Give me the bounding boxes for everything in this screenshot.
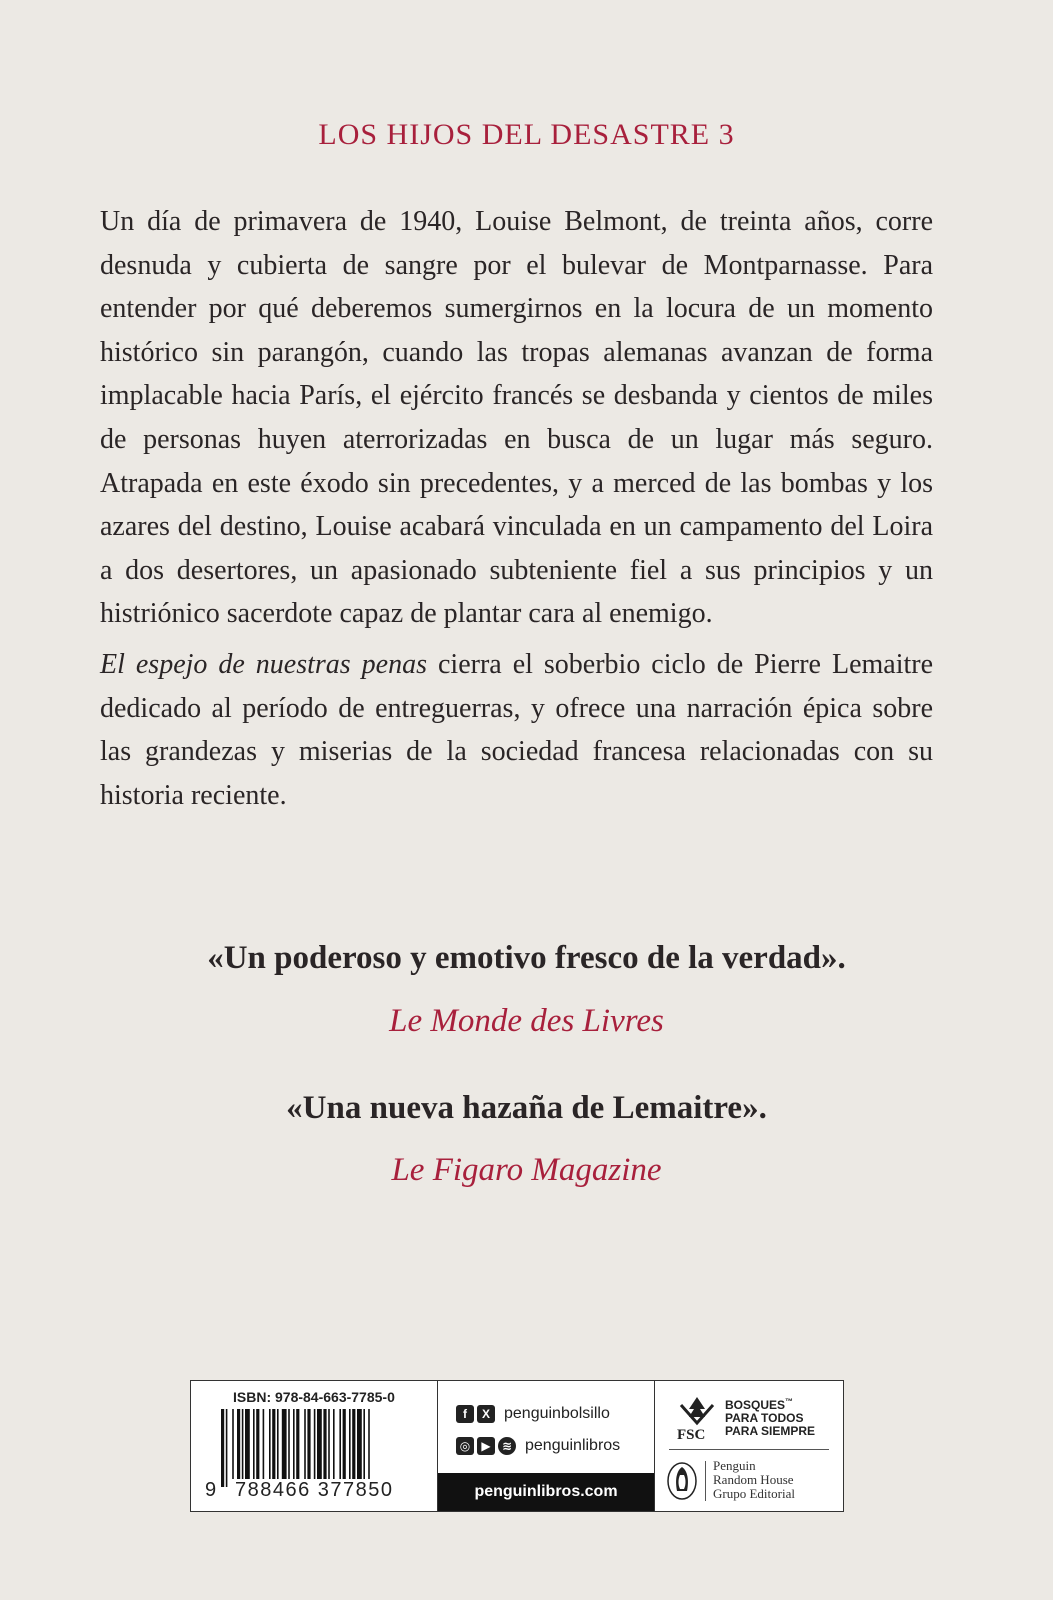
barcode-bar	[245, 1409, 250, 1487]
barcode-bar	[296, 1409, 299, 1487]
barcode-bar	[242, 1409, 244, 1487]
facebook-icon[interactable]: f	[456, 1405, 474, 1423]
barcode-bar	[226, 1409, 228, 1487]
barcode-bar	[317, 1409, 322, 1487]
publisher-line-2: Random House	[713, 1472, 794, 1487]
publisher-name	[713, 1459, 795, 1501]
isbn-label: ISBN: 978-84-663-7785-0	[233, 1389, 395, 1405]
barcode-bar	[263, 1409, 265, 1487]
review-quote-2: «Una nueva hazaña de Lemaitre».	[286, 1090, 767, 1126]
book-title-italic: El espejo de nuestras penas	[100, 648, 428, 680]
barcode-bar	[288, 1409, 290, 1487]
barcode-bar	[333, 1409, 335, 1487]
barcode-bar	[307, 1409, 310, 1487]
barcode-bar	[343, 1409, 346, 1487]
instagram-icon[interactable]: ◎	[456, 1437, 474, 1455]
barcode-bar	[339, 1409, 341, 1487]
back-cover-blurb	[100, 200, 933, 817]
barcode-image	[221, 1409, 421, 1487]
barcode-bar	[363, 1409, 365, 1487]
barcode-bar	[277, 1409, 279, 1487]
blurb-paragraph-1: Un día de primavera de 1940, Louise Belmont, de treinta años, corre desnuda y cubierta de sangre por el bulevar de Montparnasse. Para entender por qué deberemos sumergirnos en la locura de un momento histórico sin parangón, cuando las tropas alemanas avanzan de forma implacable hacia París, el ejército francés se desbanda y cientos de miles de personas huyen aterrorizadas en busca de un lugar más seguro. Atrapada en este éxodo sin precedentes, y a merced de las bombas y los azares del destino, Louise acabará vinculada en un campamento del Loira a dos desertores, un apasionado subteniente fiel a sus principios y un histriónico sacerdote capaz de plantar cara al enemigo.	[100, 206, 933, 630]
barcode-bar	[269, 1409, 271, 1487]
penguin-logo-icon	[665, 1461, 699, 1501]
barcode-panel	[191, 1381, 438, 1511]
x-icon[interactable]: X	[477, 1405, 495, 1423]
social-row-1	[456, 1405, 610, 1423]
fsc-label: FSC	[677, 1427, 706, 1443]
barcode-bar	[314, 1409, 316, 1487]
barcode-bar	[256, 1409, 259, 1487]
barcode-bar	[232, 1409, 234, 1487]
barcode-digits: 788466 377850	[231, 1479, 435, 1502]
publisher-line-3: Grupo Editorial	[713, 1486, 795, 1501]
review-quote-1: «Un poderoso y emotivo fresco de la verdad».	[207, 940, 846, 976]
barcode-bar	[352, 1409, 355, 1487]
blurb-paragraph-2-text: cierra el soberbio ciclo de Pierre Lemaitre dedicado al período de entreguerras, y ofrece una narración épica sobre las grandezas y miserias de la sociedad francesa relacionadas con su historia reciente.	[100, 648, 934, 811]
youtube-icon[interactable]: ▶	[477, 1437, 495, 1455]
bosques-line-3: PARA SIEMPRE	[725, 1424, 816, 1438]
barcode-bar	[282, 1409, 287, 1487]
divider	[669, 1449, 829, 1450]
barcode-bar	[272, 1409, 275, 1487]
social-handle-2[interactable]: penguinlibros	[525, 1437, 621, 1454]
fsc-panel	[655, 1381, 843, 1511]
bosques-line-1: BOSQUES	[725, 1398, 786, 1412]
barcode-bar	[221, 1409, 224, 1487]
barcode-bar	[349, 1409, 351, 1487]
spotify-icon[interactable]: ≋	[498, 1437, 516, 1455]
blurb-paragraph-2	[100, 643, 933, 817]
barcode-bar	[304, 1409, 306, 1487]
barcode-bar	[293, 1409, 295, 1487]
barcode-bar	[328, 1409, 330, 1487]
barcode-bar	[323, 1409, 326, 1487]
barcode-bar	[253, 1409, 255, 1487]
barcode-first-digit: 9	[205, 1479, 217, 1501]
social-panel	[438, 1381, 655, 1511]
social-handle-1[interactable]: penguinbolsillo	[504, 1405, 610, 1422]
logo-divider	[705, 1461, 706, 1501]
review-source-1: Le Monde des Livres	[389, 1003, 664, 1039]
fsc-tree-icon	[677, 1393, 717, 1427]
series-title: LOS HIJOS DEL DESASTRE 3	[318, 118, 735, 151]
barcode-bar	[368, 1409, 370, 1487]
publisher-line-1: Penguin	[713, 1458, 756, 1473]
barcode-bar	[357, 1409, 362, 1487]
trademark-mark: ™	[785, 1397, 794, 1406]
publisher-info-box	[190, 1380, 844, 1512]
review-source-2: Le Figaro Magazine	[391, 1152, 662, 1188]
bosques-line-2: PARA TODOS	[725, 1411, 804, 1425]
website-link[interactable]: penguinlibros.com	[438, 1473, 654, 1511]
social-row-2	[456, 1437, 620, 1455]
barcode-bar	[237, 1409, 240, 1487]
bosques-slogan	[725, 1395, 815, 1438]
